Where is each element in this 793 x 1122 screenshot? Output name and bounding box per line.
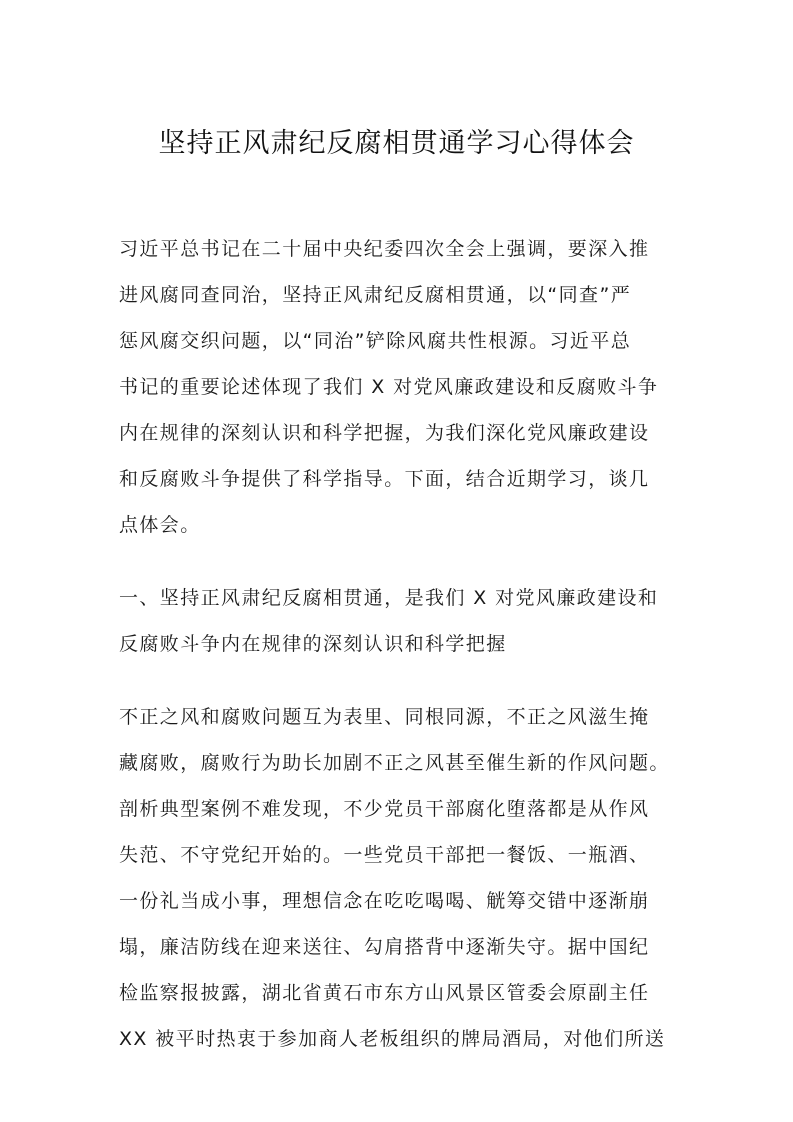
text-line: 一份礼当成小事，理想信念在吃吃喝喝、觥筹交错中逐渐崩: [119, 890, 650, 912]
text-line: 塌，廉洁防线在迎来送往、勾肩搭背中逐渐失守。据中国纪: [119, 936, 650, 958]
heading-line: 一、坚持正风肃纪反腐相贯通，是我们 X 对党风廉政建设和: [119, 587, 659, 609]
heading-line: 反腐败斗争内在规律的深刻认识和科学把握: [119, 633, 507, 655]
text-line: 检监察报披露，湖北省黄石市东方山风景区管委会原副主任: [119, 982, 650, 1004]
text-line: 不正之风和腐败问题互为表里、同根同源，不正之风滋生掩: [119, 706, 650, 728]
text-line: 和反腐败斗争提供了科学指导。下面，结合近期学习，谈几: [119, 468, 650, 490]
text-line: XX 被平时热衷于参加商人老板组织的牌局酒局，对他们所送: [119, 1028, 666, 1050]
text-line: 藏腐败，腐败行为助长加剧不正之风甚至催生新的作风问题。: [119, 752, 670, 774]
text-line: 点体会。: [119, 514, 201, 536]
document-title: 坚持正风肃纪反腐相贯通学习心得体会: [158, 128, 635, 159]
text-line: 失范、不守党纪开始的。一些党员干部把一餐饭、一瓶酒、: [119, 844, 650, 866]
text-line: 书记的重要论述体现了我们 X 对党风廉政建设和反腐败斗争: [119, 376, 659, 398]
text-line: 剖析典型案例不难发现，不少党员干部腐化堕落都是从作风: [119, 798, 650, 820]
text-line: 内在规律的深刻认识和科学把握，为我们深化党风廉政建设: [119, 422, 650, 444]
text-line: 惩风腐交织问题，以“同治”铲除风腐共性根源。习近平总: [119, 330, 632, 352]
text-line: 进风腐同查同治，坚持正风肃纪反腐相贯通，以“同查”严: [119, 284, 632, 306]
text-line: 习近平总书记在二十届中央纪委四次全会上强调，要深入推: [119, 238, 650, 260]
